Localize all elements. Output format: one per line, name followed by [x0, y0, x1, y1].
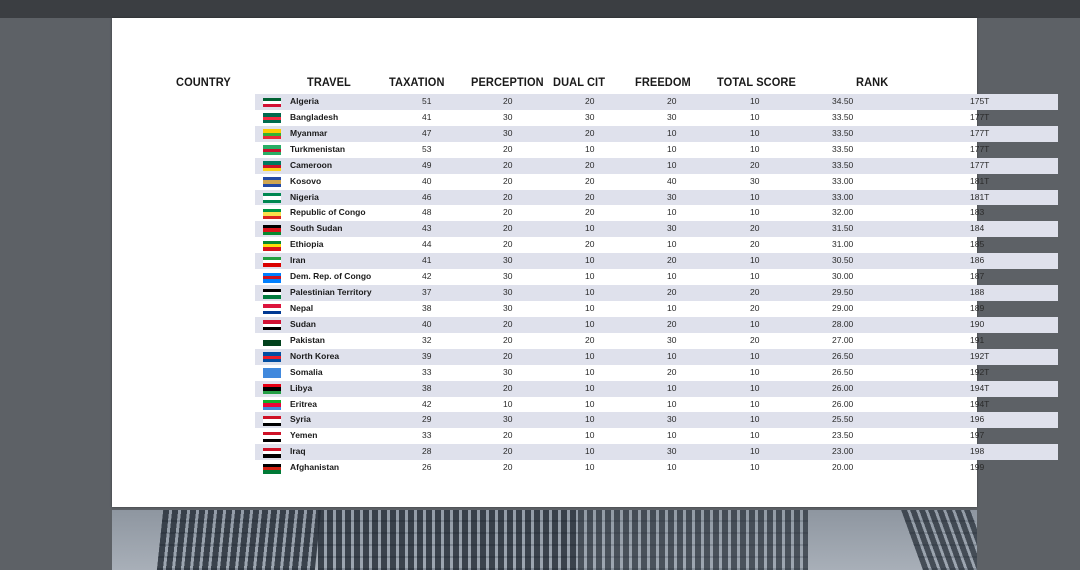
- country-name: North Korea: [290, 350, 340, 361]
- flag-icon: [263, 257, 281, 267]
- travel-cell: 40: [422, 318, 432, 329]
- taxation-cell: 30: [503, 111, 513, 122]
- dual-cit-cell: 10: [667, 302, 677, 313]
- perception-cell: 30: [585, 111, 595, 122]
- travel-cell: 41: [422, 111, 432, 122]
- freedom-cell: 10: [750, 398, 760, 409]
- country-name: Pakistan: [290, 334, 325, 345]
- country-name: Eritrea: [290, 398, 317, 409]
- freedom-cell: 10: [750, 96, 760, 106]
- perception-cell: 10: [585, 414, 595, 425]
- flag-icon: [263, 113, 281, 123]
- rank-cell: 177T: [970, 143, 990, 154]
- dual-cit-cell: 20: [667, 96, 677, 106]
- taxation-cell: 30: [503, 302, 513, 313]
- total-cell: 26.00: [832, 382, 854, 393]
- table-row: [255, 269, 1058, 285]
- perception-cell: 10: [585, 143, 595, 154]
- total-cell: 33.50: [832, 111, 854, 122]
- freedom-cell: 30: [750, 175, 760, 186]
- table-row: [255, 126, 1058, 142]
- total-cell: 20.00: [832, 462, 854, 473]
- total-cell: 33.50: [832, 127, 854, 138]
- freedom-cell: 10: [750, 255, 760, 266]
- country-name: Algeria: [290, 96, 319, 106]
- rank-cell: 192T: [970, 366, 990, 377]
- taxation-cell: 30: [503, 255, 513, 266]
- flag-icon: [263, 304, 281, 314]
- freedom-cell: 10: [750, 350, 760, 361]
- perception-cell: 10: [585, 302, 595, 313]
- next-page-preview: [112, 510, 977, 570]
- freedom-cell: 20: [750, 302, 760, 313]
- dual-cit-cell: 10: [667, 239, 677, 250]
- travel-cell: 42: [422, 271, 432, 282]
- dual-cit-cell: 30: [667, 223, 677, 234]
- total-cell: 33.00: [832, 175, 854, 186]
- perception-cell: 10: [585, 350, 595, 361]
- column-header-rank: RANK: [856, 75, 889, 89]
- country-name: Iraq: [290, 446, 306, 457]
- flag-icon: [263, 368, 281, 378]
- freedom-cell: 20: [750, 287, 760, 298]
- total-cell: 33.50: [832, 143, 854, 154]
- rank-cell: 177T: [970, 111, 990, 122]
- rank-cell: 175T: [970, 96, 990, 106]
- column-header-total-score: TOTAL SCORE: [717, 75, 796, 89]
- table-row: [255, 142, 1058, 158]
- rank-cell: 181T: [970, 175, 990, 186]
- freedom-cell: 10: [750, 446, 760, 457]
- flag-icon: [263, 177, 281, 187]
- freedom-cell: 10: [750, 366, 760, 377]
- taxation-cell: 30: [503, 127, 513, 138]
- country-name: Dem. Rep. of Congo: [290, 271, 372, 282]
- ranking-table: [255, 94, 1058, 476]
- taxation-cell: 20: [503, 223, 513, 234]
- dual-cit-cell: 10: [667, 382, 677, 393]
- dual-cit-cell: 10: [667, 207, 677, 218]
- country-name: South Sudan: [290, 223, 343, 234]
- flag-icon: [263, 416, 281, 426]
- table-row: [255, 317, 1058, 333]
- total-cell: 33.00: [832, 191, 854, 202]
- country-name: Yemen: [290, 430, 318, 441]
- country-name: Cameroon: [290, 159, 333, 170]
- dual-cit-cell: 10: [667, 430, 677, 441]
- dual-cit-cell: 20: [667, 255, 677, 266]
- total-cell: 30.00: [832, 271, 854, 282]
- total-cell: 26.50: [832, 350, 854, 361]
- perception-cell: 10: [585, 255, 595, 266]
- dual-cit-cell: 10: [667, 127, 677, 138]
- perception-cell: 10: [585, 430, 595, 441]
- column-header-taxation: TAXATION: [389, 75, 445, 89]
- taxation-cell: 30: [503, 366, 513, 377]
- travel-cell: 43: [422, 223, 432, 234]
- viewer-top-bar: [0, 0, 1080, 18]
- perception-cell: 10: [585, 287, 595, 298]
- taxation-cell: 10: [503, 398, 513, 409]
- flag-icon: [263, 289, 281, 299]
- total-cell: 32.00: [832, 207, 854, 218]
- travel-cell: 40: [422, 175, 432, 186]
- travel-cell: 53: [422, 143, 432, 154]
- perception-cell: 10: [585, 446, 595, 457]
- building-photo: [578, 510, 808, 570]
- flag-icon: [263, 145, 281, 155]
- taxation-cell: 20: [503, 207, 513, 218]
- flag-icon: [263, 432, 281, 442]
- country-name: Turkmenistan: [290, 143, 346, 154]
- total-cell: 30.50: [832, 255, 854, 266]
- rank-cell: 189: [970, 302, 985, 313]
- freedom-cell: 20: [750, 159, 760, 170]
- taxation-cell: 20: [503, 318, 513, 329]
- travel-cell: 33: [422, 366, 432, 377]
- country-name: Somalia: [290, 366, 323, 377]
- freedom-cell: 10: [750, 271, 760, 282]
- table-row: [255, 237, 1058, 253]
- rank-cell: 186: [970, 255, 985, 266]
- table-row: [255, 110, 1058, 126]
- rank-cell: 188: [970, 287, 985, 298]
- taxation-cell: 20: [503, 462, 513, 473]
- flag-icon: [263, 384, 281, 394]
- perception-cell: 20: [585, 175, 595, 186]
- total-cell: 27.00: [832, 334, 854, 345]
- table-row: [255, 285, 1058, 301]
- flag-icon: [263, 98, 281, 108]
- country-name: Sudan: [290, 318, 316, 329]
- perception-cell: 20: [585, 127, 595, 138]
- travel-cell: 26: [422, 462, 432, 473]
- taxation-cell: 20: [503, 191, 513, 202]
- table-row: [255, 333, 1058, 349]
- flag-icon: [263, 193, 281, 203]
- travel-cell: 49: [422, 159, 432, 170]
- rank-cell: 192T: [970, 350, 990, 361]
- flag-icon: [263, 352, 281, 362]
- freedom-cell: 10: [750, 191, 760, 202]
- travel-cell: 47: [422, 127, 432, 138]
- dual-cit-cell: 20: [667, 366, 677, 377]
- country-name: Bangladesh: [290, 111, 339, 122]
- freedom-cell: 10: [750, 382, 760, 393]
- taxation-cell: 20: [503, 382, 513, 393]
- country-name: Myanmar: [290, 127, 328, 138]
- rank-cell: 196: [970, 414, 985, 425]
- perception-cell: 10: [585, 271, 595, 282]
- column-header-dual-cit: DUAL CIT: [553, 75, 606, 89]
- total-cell: 34.50: [832, 96, 854, 106]
- flag-icon: [263, 448, 281, 458]
- travel-cell: 46: [422, 191, 432, 202]
- rank-cell: 191: [970, 334, 985, 345]
- perception-cell: 10: [585, 398, 595, 409]
- flag-icon: [263, 273, 281, 283]
- country-name: Republic of Congo: [290, 207, 366, 218]
- total-cell: 25.50: [832, 414, 854, 425]
- building-photo: [157, 510, 321, 570]
- dual-cit-cell: 10: [667, 462, 677, 473]
- total-cell: 33.50: [832, 159, 854, 170]
- travel-cell: 39: [422, 350, 432, 361]
- table-row: [255, 190, 1058, 206]
- country-name: Kosovo: [290, 175, 322, 186]
- taxation-cell: 20: [503, 143, 513, 154]
- column-header-travel: TRAVEL: [307, 75, 351, 89]
- total-cell: 31.50: [832, 223, 854, 234]
- dual-cit-cell: 40: [667, 175, 677, 186]
- building-photo: [901, 510, 977, 570]
- table-row: [255, 397, 1058, 413]
- rank-cell: 197: [970, 430, 985, 441]
- total-cell: 26.00: [832, 398, 854, 409]
- perception-cell: 20: [585, 191, 595, 202]
- dual-cit-cell: 10: [667, 143, 677, 154]
- country-name: Iran: [290, 255, 306, 266]
- taxation-cell: 20: [503, 175, 513, 186]
- column-header-freedom: FREEDOM: [635, 75, 691, 89]
- travel-cell: 32: [422, 334, 432, 345]
- dual-cit-cell: 30: [667, 414, 677, 425]
- travel-cell: 38: [422, 382, 432, 393]
- table-row: [255, 349, 1058, 365]
- table-row: [255, 428, 1058, 444]
- flag-icon: [263, 336, 281, 346]
- total-cell: 31.00: [832, 239, 854, 250]
- country-name: Nepal: [290, 302, 314, 313]
- table-row: [255, 460, 1058, 476]
- freedom-cell: 20: [750, 334, 760, 345]
- taxation-cell: 20: [503, 96, 513, 106]
- travel-cell: 37: [422, 287, 432, 298]
- dual-cit-cell: 20: [667, 318, 677, 329]
- dual-cit-cell: 30: [667, 191, 677, 202]
- dual-cit-cell: 10: [667, 159, 677, 170]
- rank-cell: 185: [970, 239, 985, 250]
- dual-cit-cell: 10: [667, 271, 677, 282]
- freedom-cell: 20: [750, 239, 760, 250]
- travel-cell: 42: [422, 398, 432, 409]
- travel-cell: 41: [422, 255, 432, 266]
- freedom-cell: 10: [750, 207, 760, 218]
- table-row: [255, 381, 1058, 397]
- country-name: Syria: [290, 414, 311, 425]
- column-header-country: COUNTRY: [176, 75, 231, 89]
- taxation-cell: 30: [503, 414, 513, 425]
- perception-cell: 10: [585, 462, 595, 473]
- dual-cit-cell: 20: [667, 287, 677, 298]
- rank-cell: 194T: [970, 398, 990, 409]
- total-cell: 28.00: [832, 318, 854, 329]
- document-page: [112, 18, 990, 507]
- table-row: [255, 444, 1058, 460]
- total-cell: 23.50: [832, 430, 854, 441]
- country-name: Nigeria: [290, 191, 319, 202]
- table-row: [255, 253, 1058, 269]
- rank-cell: 181T: [970, 191, 990, 202]
- freedom-cell: 10: [750, 111, 760, 122]
- perception-cell: 10: [585, 382, 595, 393]
- column-header-perception: PERCEPTION: [471, 75, 544, 89]
- perception-cell: 20: [585, 159, 595, 170]
- travel-cell: 44: [422, 239, 432, 250]
- freedom-cell: 10: [750, 414, 760, 425]
- total-cell: 26.50: [832, 366, 854, 377]
- travel-cell: 51: [422, 96, 432, 106]
- taxation-cell: 20: [503, 430, 513, 441]
- taxation-cell: 20: [503, 334, 513, 345]
- freedom-cell: 10: [750, 318, 760, 329]
- taxation-cell: 30: [503, 287, 513, 298]
- travel-cell: 33: [422, 430, 432, 441]
- taxation-cell: 20: [503, 159, 513, 170]
- flag-icon: [263, 400, 281, 410]
- taxation-cell: 20: [503, 446, 513, 457]
- table-row: [255, 365, 1058, 381]
- flag-icon: [263, 320, 281, 330]
- flag-icon: [263, 225, 281, 235]
- taxation-cell: 30: [503, 271, 513, 282]
- building-photo: [318, 510, 578, 570]
- country-name: Palestinian Territory: [290, 287, 372, 298]
- dual-cit-cell: 30: [667, 334, 677, 345]
- table-row: [255, 174, 1058, 190]
- freedom-cell: 10: [750, 127, 760, 138]
- rank-cell: 190: [970, 318, 985, 329]
- flag-icon: [263, 241, 281, 251]
- flag-icon: [263, 464, 281, 474]
- travel-cell: 29: [422, 414, 432, 425]
- table-row: [255, 412, 1058, 428]
- table-row: [255, 94, 1058, 110]
- dual-cit-cell: 10: [667, 398, 677, 409]
- perception-cell: 20: [585, 239, 595, 250]
- travel-cell: 38: [422, 302, 432, 313]
- freedom-cell: 20: [750, 223, 760, 234]
- flag-icon: [263, 209, 281, 219]
- perception-cell: 20: [585, 334, 595, 345]
- rank-cell: 184: [970, 223, 985, 234]
- table-row: [255, 221, 1058, 237]
- total-cell: 29.00: [832, 302, 854, 313]
- flag-icon: [263, 129, 281, 139]
- freedom-cell: 10: [750, 143, 760, 154]
- rank-cell: 199: [970, 462, 985, 473]
- country-name: Afghanistan: [290, 462, 340, 473]
- flag-icon: [263, 161, 281, 171]
- freedom-cell: 10: [750, 430, 760, 441]
- taxation-cell: 20: [503, 350, 513, 361]
- rank-cell: 194T: [970, 382, 990, 393]
- freedom-cell: 10: [750, 462, 760, 473]
- rank-cell: 177T: [970, 127, 990, 138]
- rank-cell: 177T: [970, 159, 990, 170]
- dual-cit-cell: 30: [667, 111, 677, 122]
- total-cell: 23.00: [832, 446, 854, 457]
- total-cell: 29.50: [832, 287, 854, 298]
- dual-cit-cell: 10: [667, 350, 677, 361]
- travel-cell: 48: [422, 207, 432, 218]
- perception-cell: 20: [585, 207, 595, 218]
- rank-cell: 198: [970, 446, 985, 457]
- table-row: [255, 205, 1058, 221]
- table-row: [255, 158, 1058, 174]
- dual-cit-cell: 30: [667, 446, 677, 457]
- travel-cell: 28: [422, 446, 432, 457]
- rank-cell: 183: [970, 207, 985, 218]
- perception-cell: 10: [585, 318, 595, 329]
- perception-cell: 10: [585, 223, 595, 234]
- rank-cell: 187: [970, 271, 985, 282]
- country-name: Ethiopia: [290, 239, 324, 250]
- perception-cell: 20: [585, 96, 595, 106]
- perception-cell: 10: [585, 366, 595, 377]
- taxation-cell: 20: [503, 239, 513, 250]
- table-row: [255, 301, 1058, 317]
- country-name: Libya: [290, 382, 313, 393]
